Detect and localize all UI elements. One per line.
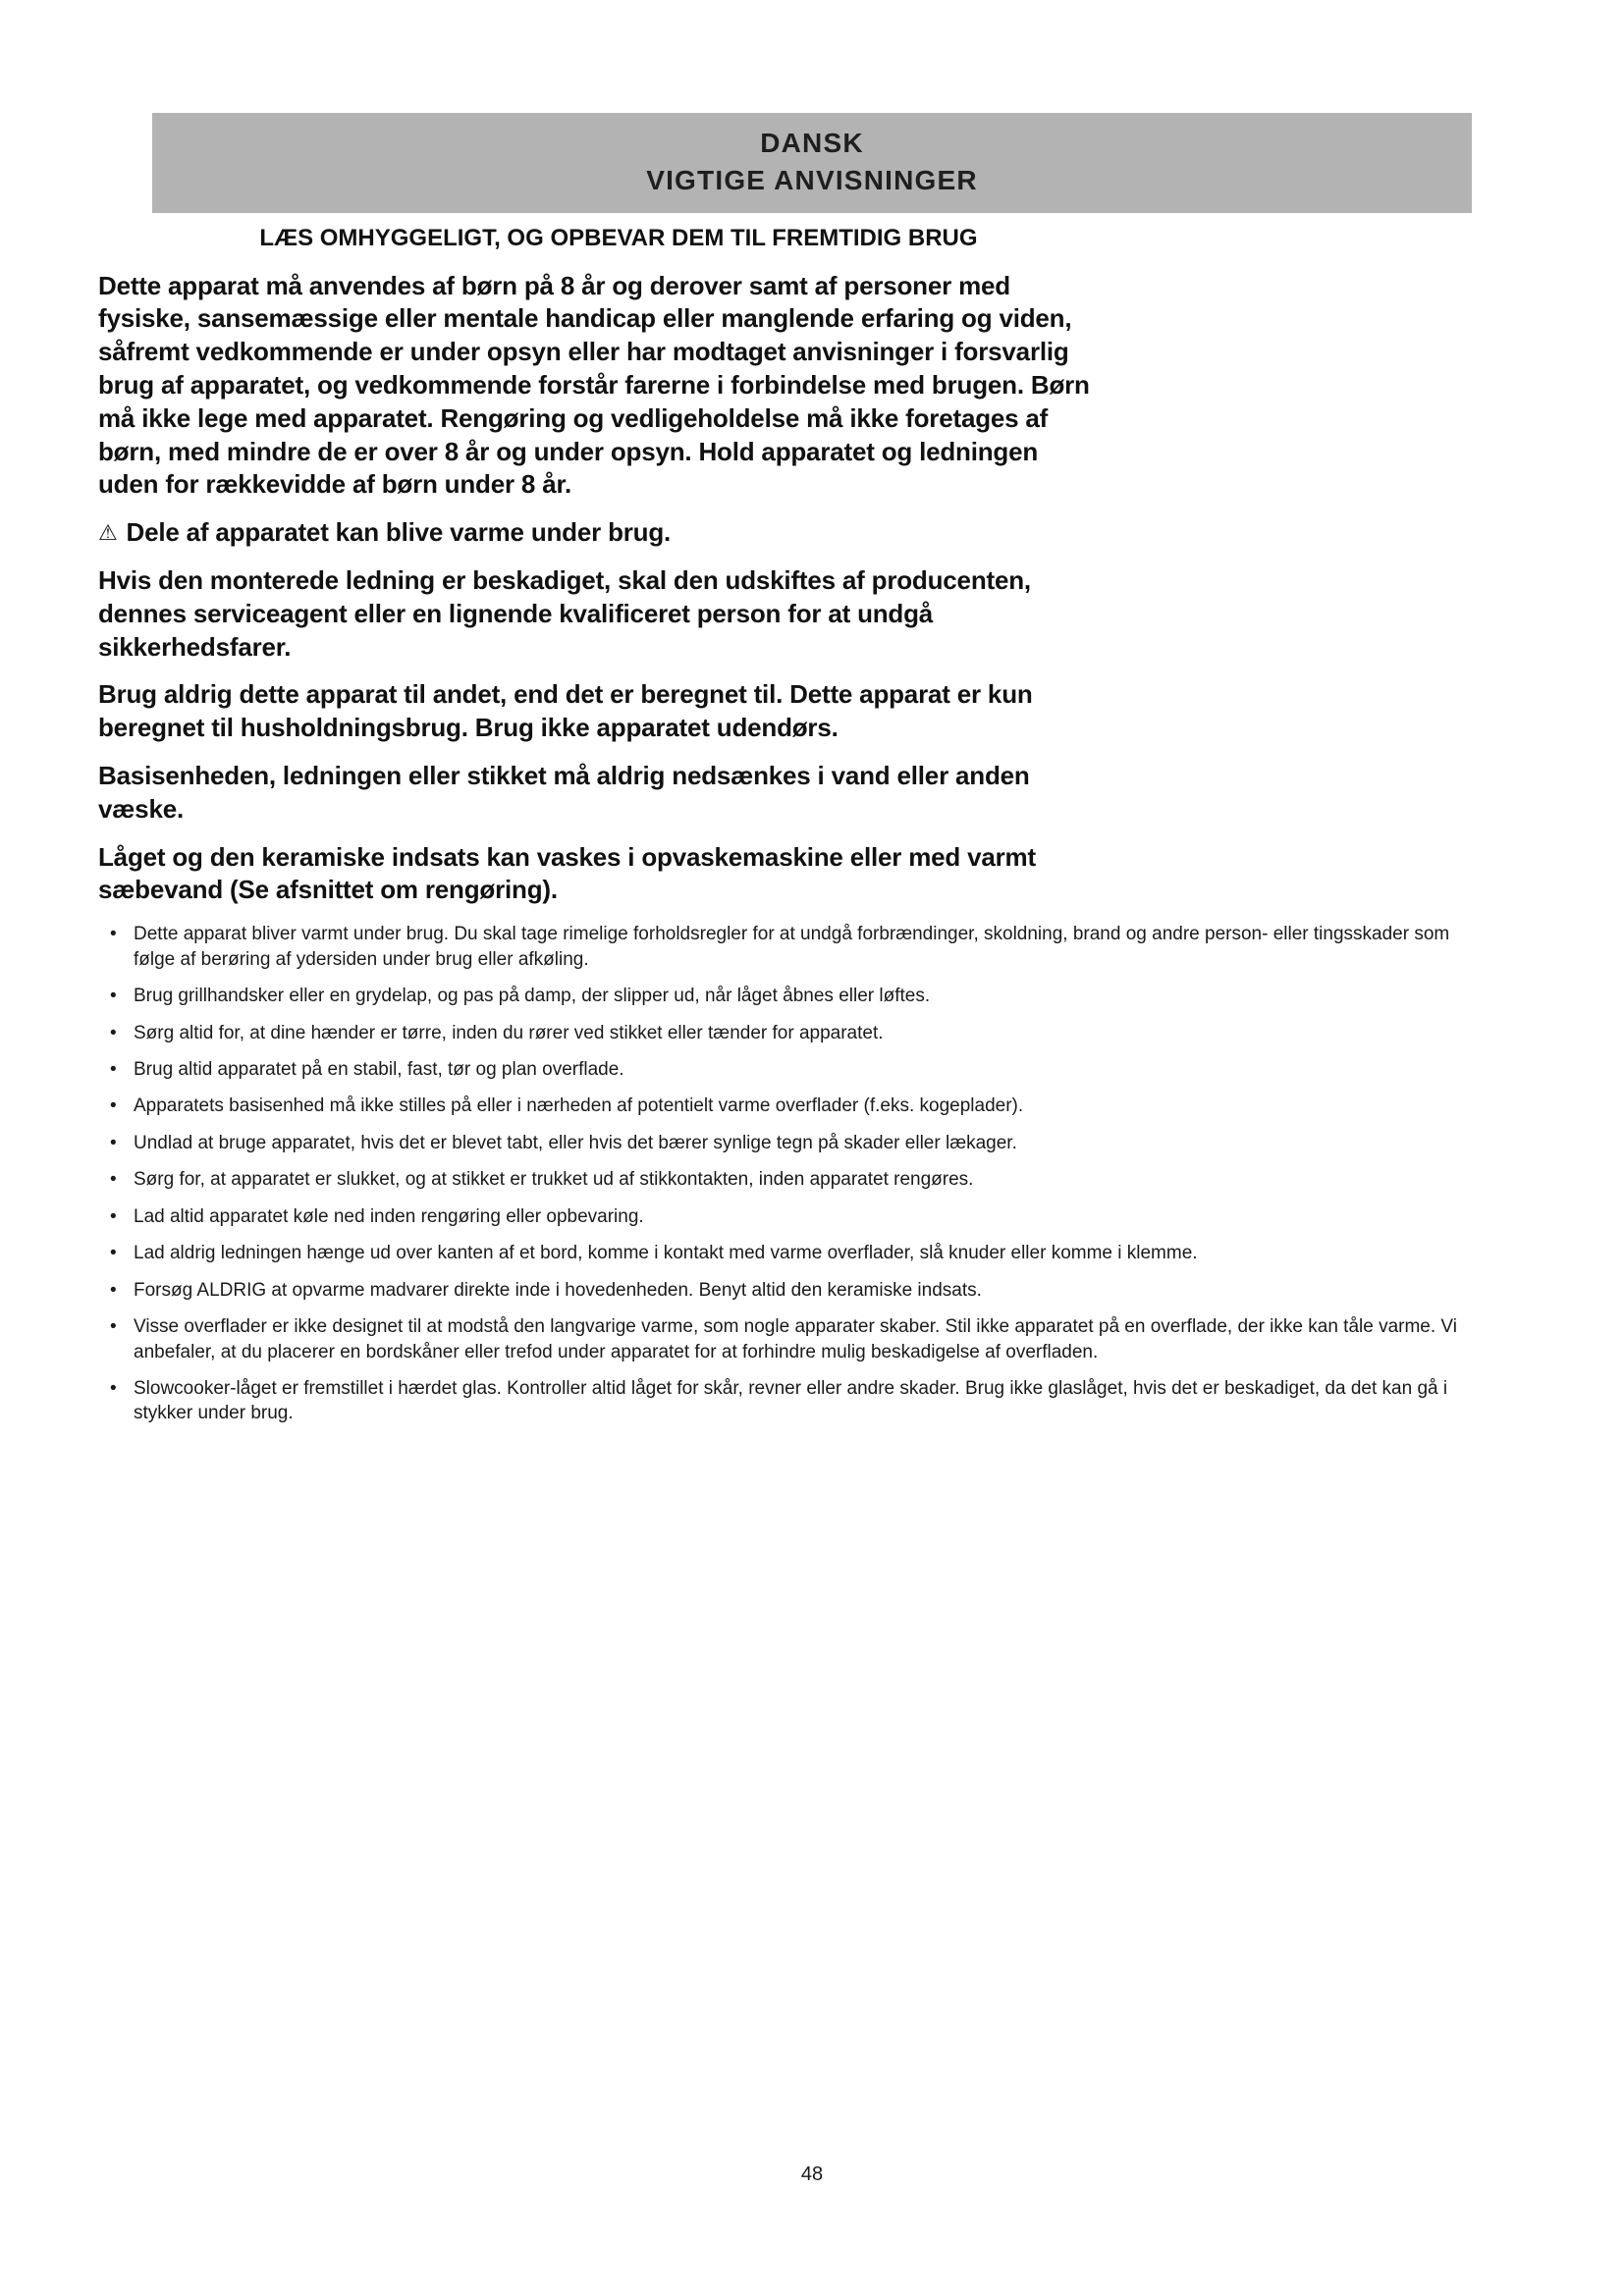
safety-paragraph: Basisenheden, ledningen eller stikket må aldrig nedsænkes i vand eller anden væske.	[98, 760, 1030, 824]
warning-text: Dele af apparatet kan blive varme under brug.	[126, 517, 672, 548]
language-title: DANSK	[760, 128, 864, 158]
safety-paragraph: Hvis den monterede ledning er beskadiget, skal den udskiftes af producenten, dennes serviceagent eller en lignende kvalificeret person for at undgå sikkerhedsfarer.	[98, 564, 1031, 662]
warning-triangle-icon: ⚠	[98, 520, 118, 546]
bullet-item: • Visse overflader er ikke designet til at modstå den langvarige varme, som nogle apparater skaber. Stil ikke apparatet på en overflade, der ikke kan tåle varme. Vi anbefaler, at du placerer en bordskåner eller trefod under apparatet for at forhindre mulig beskadigelse af overfladen.	[98, 1314, 1473, 1364]
bullet-item: • Forsøg ALDRIG at opvarme madvarer direkte inde i hovedenheden. Benyt altid den keramiske indsats.	[98, 1278, 1473, 1303]
bullet-item: • Lad aldrig ledningen hænge ud over kanten af et bord, komme i kontakt med varme overflader, slå knuder eller komme i klemme.	[98, 1241, 1473, 1265]
bullet-item: • Brug grillhandsker eller en grydelap, og pas på damp, der slipper ud, når låget åbnes eller løftes.	[98, 984, 1473, 1008]
safety-paragraph: Låget og den keramiske indsats kan vaskes i opvaskemaskine eller med varmt sæbevand (Se afsnittet om rengøring).	[98, 841, 1036, 905]
bullet-item: • Undlad at bruge apparatet, hvis det er blevet tabt, eller hvis det bærer synlige tegn på skader eller lækager.	[98, 1131, 1473, 1155]
page-number: 48	[800, 2163, 824, 2185]
bullet-item: • Dette apparat bliver varmt under brug. Du skal tage rimelige forholdsregler for at undgå forbrændinger, skoldning, brand og andre person- eller tingsskader som følge af berøring af ydersiden under brug eller afkøling.	[98, 922, 1473, 972]
safety-bullet-list	[98, 922, 1473, 1426]
intro-paragraph: Dette apparat må anvendes af børn på 8 år og derover samt af personer med fysiske, sansemæssige eller mentale handicap eller manglende erfaring og viden, såfremt vedkommende er under opsyn eller har modtaget anvisninger i forsvarlig brug af apparatet, og vedkommende forstår farerne i forbindelse med brugen. Børn må ikke lege med apparatet. Rengøring og vedligeholdelse må ikke foretages af børn, med mindre de er over 8 år og under opsyn. Hold apparatet og ledningen uden for rækkevidde af børn under 8 år.	[98, 270, 1090, 500]
bullet-item: • Lad altid apparatet køle ned inden rengøring eller opbevaring.	[98, 1204, 1473, 1229]
bullet-item: • Sørg altid for, at dine hænder er tørre, inden du rører ved stikket eller tænder for apparatet.	[98, 1021, 1473, 1045]
warning-line	[98, 516, 1090, 550]
section-header-bar	[152, 113, 1472, 213]
section-title: VIGTIGE ANVISNINGER	[646, 164, 978, 195]
safety-paragraph: Brug aldrig dette apparat til andet, end det er beregnet til. Dette apparat er kun beregnet til husholdningsbrug. Brug ikke apparatet udendørs.	[98, 679, 1033, 743]
bullet-item: • Brug altid apparatet på en stabil, fast, tør og plan overflade.	[98, 1057, 1473, 1082]
section-subtitle: LÆS OMHYGGELIGT, OG OPBEVAR DEM TIL FREMTIDIG BRUG	[259, 224, 978, 251]
bullet-item: • Apparatets basisenhed må ikke stilles på eller i nærheden af potentielt varme overflader (f.eks. kogeplader).	[98, 1094, 1473, 1118]
bullet-item: • Slowcooker-låget er fremstillet i hærdet glas. Kontroller altid låget for skår, revner eller andre skader. Brug ikke glaslåget, hvis det er beskadiget, da det kan gå i stykker under brug.	[98, 1376, 1473, 1426]
bullet-item: • Sørg for, at apparatet er slukket, og at stikket er trukket ud af stikkontakten, inden apparatet rengøres.	[98, 1167, 1473, 1192]
